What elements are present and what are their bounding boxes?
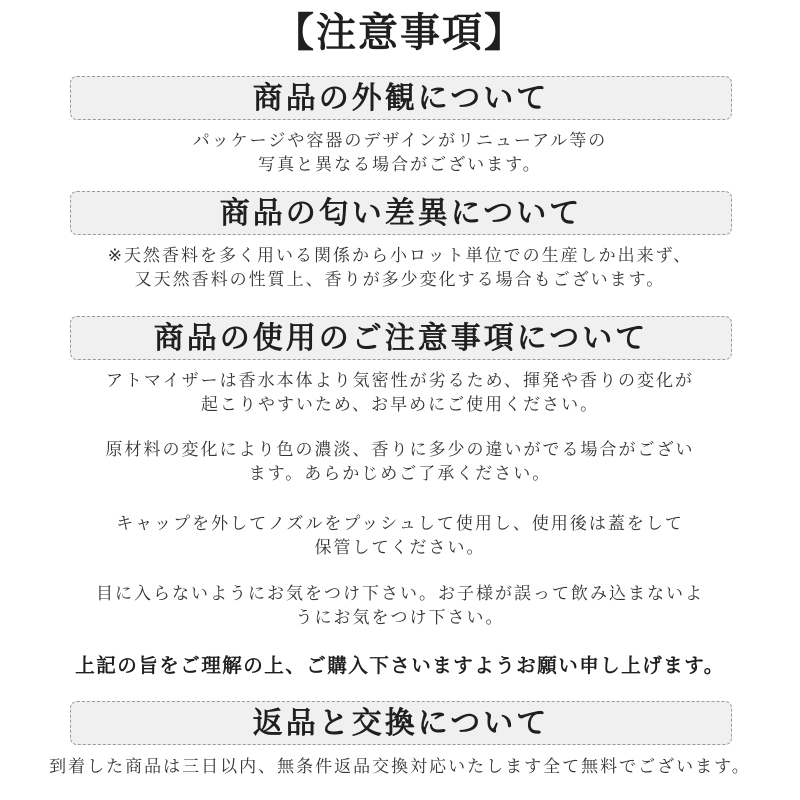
text-line: うにお気をつけ下さい。 [295,608,505,628]
text-line: ます。あらかじめご了承ください。 [248,464,552,484]
text-line: 又天然香料の性質上、香りが多少変化する場合もございます。 [134,270,666,290]
text-line: ※天然香料を多く用いる関係から小ロット単位での生産しか出来ず、 [107,246,693,266]
paragraph-appearance [0,129,800,177]
paragraph-cap-usage [0,512,800,560]
text-line: 写真と異なる場合がございます。 [258,155,542,175]
section-heading-scent-difference: 商品の匂い差異について [70,191,732,235]
section-heading-appearance: 商品の外観について [70,76,732,120]
text-line: 目に入らないようにお気をつけ下さい。お子様が誤って飲み込まないよ [96,584,704,604]
section-heading-returns: 返品と交換について [70,701,732,745]
closing-statement: 上記の旨をご理解の上、ご購入下さいますようお願い申し上げます。 [75,654,725,677]
text-line: 原材料の変化により色の濃淡、香りに多少の違いがでる場合がござい [105,440,695,460]
paragraph-atomizer [0,369,800,417]
paragraph-eye-caution [0,582,800,630]
text-line: 到着した商品は三日以内、無条件返品交換対応いたします全て無料でございます。 [49,757,751,777]
text-line: キャップを外してノズルをプッシュして使用し、使用後は蓋をして [116,514,684,534]
text-line: 保管してください。 [314,538,486,558]
page-title: 【注意事項】 [274,10,526,56]
paragraph-returns [0,755,800,779]
text-line: 起こりやすいため、お早めにご使用ください。 [200,395,600,415]
paragraph-material-change [0,438,800,486]
paragraph-scent-difference [0,244,800,292]
section-heading-usage-notes: 商品の使用のご注意事項について [70,316,732,360]
text-line: アトマイザーは香水本体より気密性が劣るため、揮発や香りの変化が [106,371,694,391]
text-line: パッケージや容器のデザインがリニューアル等の [192,131,608,151]
